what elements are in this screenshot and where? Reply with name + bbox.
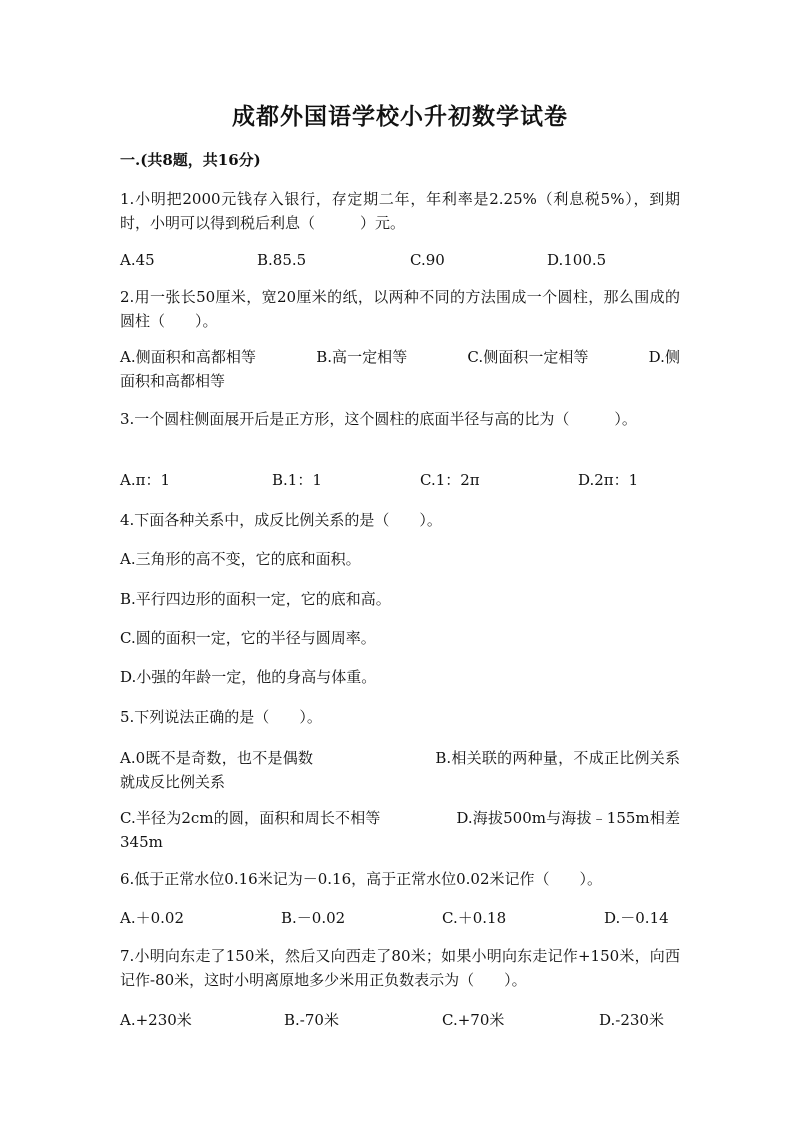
section-heading: 一.(共8题，共16分) (120, 151, 261, 169)
question-7-stem: 7.小明向东走了150米，然后又向西走了80米；如果小明向东走记作+150米，向西记作-80米，这时小明离原地多少米用正负数表示为（ ）。 (120, 947, 680, 989)
question-5-options-ab: A.0既不是奇数，也不是偶数 B.相关联的两种量，不成正比例关系就成反比例关系 (120, 749, 680, 791)
q6-option-a: A.＋0.02 (120, 909, 184, 927)
question-6-stem: 6.低于正常水位0.16米记为－0.16，高于正常水位0.02米记作（ ）。 (120, 870, 603, 888)
q6-option-b: B.－0.02 (281, 909, 346, 927)
q3-option-c: C.1：2π (420, 471, 480, 489)
page-title: 成都外国语学校小升初数学试卷 (232, 103, 568, 130)
q3-option-b: B.1：1 (272, 471, 322, 489)
question-2-options: A.侧面积和高都相等 B.高一定相等 C.侧面积一定相等 D.侧面积和高都相等 (120, 348, 680, 390)
q4-option-b: B.平行四边形的面积一定，它的底和高。 (120, 590, 391, 608)
question-1-stem: 1.小明把2000元钱存入银行，存定期二年，年利率是2.25%（利息税5%），到期时，小明可以得到税后利息（ ）元。 (120, 190, 680, 232)
q7-option-a: A.+230米 (120, 1011, 192, 1029)
question-5-options-cd: C.半径为2cm的圆，面积和周长不相等 D.海拔500m与海拔﹣155m相差345m (120, 809, 680, 851)
q4-option-c: C.圆的面积一定，它的半径与圆周率。 (120, 629, 376, 647)
q6-option-c: C.＋0.18 (442, 909, 507, 927)
question-3-stem: 3.一个圆柱侧面展开后是正方形，这个圆柱的底面半径与高的比为（ ）。 (120, 410, 637, 428)
q7-option-b: B.-70米 (284, 1011, 339, 1029)
q1-option-a: A.45 (120, 251, 155, 269)
question-4-stem: 4.下面各种关系中，成反比例关系的是（ ）。 (120, 511, 442, 529)
q4-option-d: D.小强的年龄一定，他的身高与体重。 (120, 668, 377, 686)
q1-option-b: B.85.5 (257, 251, 307, 269)
q3-option-d: D.2π：1 (578, 471, 639, 489)
q1-option-d: D.100.5 (547, 251, 607, 269)
question-5-stem: 5.下列说法正确的是（ ）。 (120, 708, 322, 726)
q7-option-d: D.-230米 (599, 1011, 664, 1029)
q6-option-d: D.－0.14 (604, 909, 669, 927)
question-2-stem: 2.用一张长50厘米，宽20厘米的纸，以两种不同的方法围成一个圆柱，那么围成的圆柱（ ）。 (120, 288, 680, 330)
q7-option-c: C.+70米 (442, 1011, 505, 1029)
q4-option-a: A.三角形的高不变，它的底和面积。 (120, 550, 361, 568)
q1-option-c: C.90 (410, 251, 445, 269)
q3-option-a: A.π：1 (120, 471, 171, 489)
